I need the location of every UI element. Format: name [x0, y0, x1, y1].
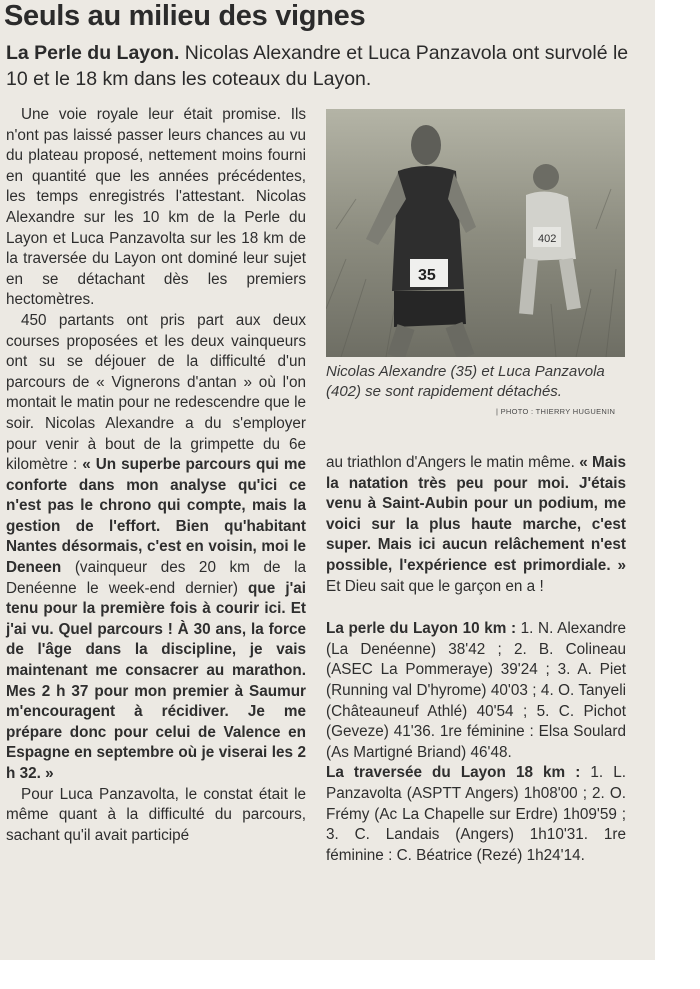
runners-photo	[326, 109, 625, 357]
lead-kicker: La Perle du Layon.	[6, 42, 180, 64]
results-10km-title: La perle du Layon 10 km :	[326, 620, 517, 638]
quote-alexandre-part1: « Un superbe parcours qui me conforte dans mon analyse qu'ici ce n'est pas le chrono qui compte, mais la gestion de l'effort. Bien qu'habitant Nantes désormais, c'est en voisin, moi le Deneen	[6, 456, 306, 577]
quote-panzavolta: « Mais la natation très peu pour moi. J'étais venu à Saint-Aubin pour un podium, me voici sur la plus haute marche, c'est super. Mais ici aucun relâchement n'est possible, l'expérience est primordiale. »	[326, 454, 626, 574]
paragraph-intro: Une voie royale leur était promise. Ils n'ont pas laissé passer leurs chances au vu du plateau proposé, nettement moins fourni en quantité que les années précédentes, les temps enregistrés l'attestant. Nicolas Alexandre sur les 10 km de la Perle du Layon et Luca Panzavolta sur les 18 km de la traversée du Layon ont dominé leur sujet en se détachant dès les premiers hectomètres.	[6, 106, 306, 309]
article-column-1	[6, 105, 306, 846]
lead-text: Nicolas Alexandre et Luca Panzavola ont survolé le 10 et le 18 km dans les coteaux du Layon.	[6, 42, 629, 90]
bib-back: 402	[538, 233, 557, 245]
article-column-2	[326, 453, 626, 866]
results-10km	[326, 619, 626, 763]
bib-front: 35	[418, 267, 436, 284]
results-18km-text: 1. L. Panzavolta (ASPTT Angers) 1h08'00 ; 2. O. Frémy (Ac La Chapelle sur Erdre) 1h09'59 ; 3. C. Landais (Angers) 1h10'31. 1re féminine : C. Béatrice (Rezé) 1h24'14.	[326, 764, 626, 864]
photo-caption: Nicolas Alexandre (35) et Luca Panzavola (402) se sont rapidement détachés.	[326, 363, 605, 400]
results-10km-text: 1. N. Alexandre (La Denéenne) 38'42 ; 2. B. Colineau (ASEC La Pommeraye) 39'24 ; 3. A. Piet (Running val D'hyrome) 40'03 ; 4. O. Tanyeli (Châteauneuf Athlé) 40'54 ; 5. C. Pichot (Geveze) 41'36. 1re féminine : Elsa Soulard (As Martigné Briand) 46'48.	[326, 620, 626, 761]
article-lead	[6, 40, 646, 92]
paragraph-alexandre	[6, 311, 306, 785]
paragraph-aside: (vainqueur des 20 km de la Denéenne le week-end dernier)	[6, 559, 306, 597]
paragraph-text: Et Dieu sait que le garçon en a !	[326, 577, 544, 595]
paragraph-triathlon	[326, 453, 626, 597]
paragraph-text: 450 partants ont pris part aux deux courses proposées et les deux vainqueurs ont su se déjouer de la difficulté d'un parcours de « Vignerons d'antan » où l'on montait le matin pour ne redescendre que le soir. Nicolas Alexandre a du s'employer pour venir à bout de la grimpette du 6e kilomètre :	[6, 311, 306, 474]
results-18km	[326, 763, 626, 866]
paragraph-panzavolta: Pour Luca Panzavolta, le constat était le même quant à la difficulté du parcours, sachant qu'il avait participé	[6, 785, 306, 844]
paragraph-text: au triathlon d'Angers le matin même.	[326, 454, 580, 471]
runners-photo-image	[326, 109, 625, 357]
article-headline: Seuls au milieu des vignes	[4, 0, 366, 32]
quote-alexandre-part2: que j'ai tenu pour la première fois à courir ici. Et j'ai vu. Quel parcours ! À 30 ans, la force de l'âge dans la discipline, je vais maintenant me consacrer au marathon. Mes 2 h 37 pour mon premier à Saumur m'encouragent à récidiver. Je me prépare donc pour celui de Valence en Espagne en septembre où je viserai les 2 h 32. »	[6, 579, 306, 782]
photo-credit: | PHOTO : THIERRY HUGUENIN	[496, 407, 616, 416]
results-18km-title: La traversée du Layon 18 km :	[326, 764, 581, 782]
